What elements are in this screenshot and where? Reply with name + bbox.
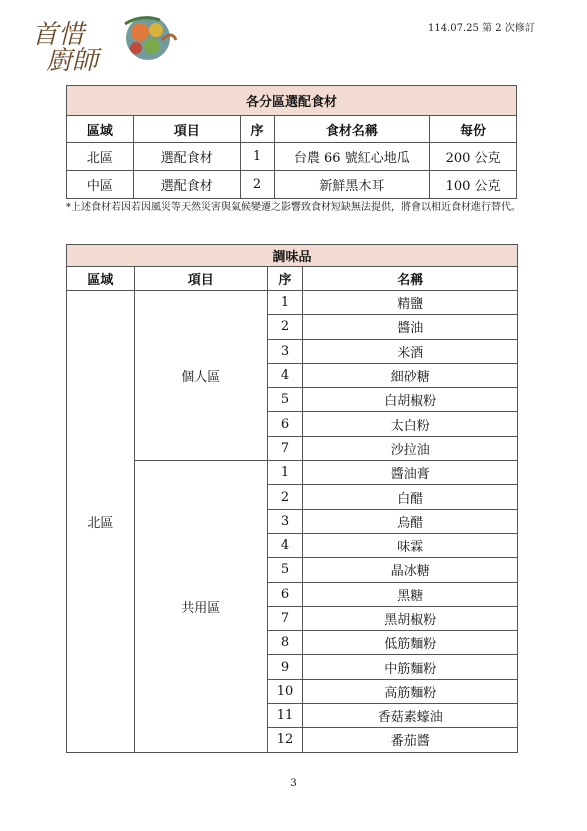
cell-name: 黑胡椒粉 bbox=[303, 606, 518, 630]
cell-seq: 7 bbox=[267, 606, 303, 630]
cell-portion: 200 公克 bbox=[430, 143, 517, 171]
cell-name: 細砂糖 bbox=[303, 363, 518, 387]
cell-group: 個人區 bbox=[134, 291, 267, 461]
cell-name: 精鹽 bbox=[303, 291, 518, 315]
seasoning-table bbox=[66, 244, 518, 753]
cell-seq: 12 bbox=[267, 728, 303, 752]
cell-name: 味霖 bbox=[303, 533, 518, 557]
table-row bbox=[67, 143, 517, 171]
cell-region: 中區 bbox=[67, 171, 134, 199]
cell-portion: 100 公克 bbox=[430, 171, 517, 199]
cell-item: 選配食材 bbox=[133, 171, 240, 199]
cell-name: 白醋 bbox=[303, 485, 518, 509]
header-cell: 項目 bbox=[133, 116, 240, 143]
cell-seq: 6 bbox=[267, 412, 303, 436]
cell-name: 醬油膏 bbox=[303, 461, 518, 485]
cell-seq: 5 bbox=[267, 388, 303, 412]
cell-seq: 3 bbox=[267, 509, 303, 533]
cell-seq: 8 bbox=[267, 631, 303, 655]
header-cell: 名稱 bbox=[303, 267, 518, 291]
cell-name: 低筋麵粉 bbox=[303, 631, 518, 655]
cell-seq: 7 bbox=[267, 436, 303, 460]
cell-seq: 3 bbox=[267, 339, 303, 363]
revision-note: 114.07.25 第 2 次修訂 bbox=[428, 23, 535, 34]
cell-item: 選配食材 bbox=[133, 143, 240, 171]
cell-name: 米酒 bbox=[303, 339, 518, 363]
seasoning-table-title: 調味品 bbox=[67, 245, 518, 267]
optional-ingredients-table bbox=[66, 85, 517, 199]
logo-text-line1: 首惜 bbox=[32, 20, 85, 50]
cell-name: 黑糖 bbox=[303, 582, 518, 606]
header-cell: 區域 bbox=[67, 267, 135, 291]
header-cell: 食材名稱 bbox=[274, 116, 430, 143]
substitution-note: *上述食材若因若因風災等天然災害與氣候變遷之影響致食材短缺無法提供，將會以相近食材進行替代。 bbox=[66, 202, 521, 213]
cell-name: 高筋麵粉 bbox=[303, 679, 518, 703]
header-cell: 序 bbox=[267, 267, 303, 291]
cell-ingredient: 新鮮黑木耳 bbox=[274, 171, 430, 199]
logo-text-line2: 廚師 bbox=[46, 46, 99, 76]
cell-name: 白胡椒粉 bbox=[303, 388, 518, 412]
table-header-row bbox=[67, 116, 517, 143]
header-cell: 區域 bbox=[67, 116, 134, 143]
cell-seq: 4 bbox=[267, 533, 303, 557]
cell-seq: 1 bbox=[267, 291, 303, 315]
table-row bbox=[67, 461, 518, 485]
logo bbox=[30, 10, 180, 76]
cell-seq: 2 bbox=[240, 171, 274, 199]
cell-seq: 6 bbox=[267, 582, 303, 606]
cell-group: 共用區 bbox=[134, 461, 267, 753]
optional-table-title: 各分區選配食材 bbox=[67, 86, 517, 116]
cell-name: 番茄醬 bbox=[303, 728, 518, 752]
header-cell: 序 bbox=[240, 116, 274, 143]
cell-seq: 4 bbox=[267, 363, 303, 387]
cell-name: 醬油 bbox=[303, 315, 518, 339]
cell-seq: 5 bbox=[267, 558, 303, 582]
cell-name: 香菇素蠔油 bbox=[303, 704, 518, 728]
table-row bbox=[67, 291, 518, 315]
cell-seq: 2 bbox=[267, 315, 303, 339]
cell-seq: 2 bbox=[267, 485, 303, 509]
header-cell: 項目 bbox=[134, 267, 267, 291]
page-number: 3 bbox=[290, 778, 297, 789]
cell-region: 北區 bbox=[67, 291, 135, 753]
cell-region: 北區 bbox=[67, 143, 134, 171]
cell-ingredient: 台農 66 號紅心地瓜 bbox=[274, 143, 430, 171]
cell-seq: 11 bbox=[267, 704, 303, 728]
table-header-row bbox=[67, 267, 518, 291]
cell-name: 沙拉油 bbox=[303, 436, 518, 460]
cell-seq: 1 bbox=[240, 143, 274, 171]
cell-name: 烏醋 bbox=[303, 509, 518, 533]
header-cell: 每份 bbox=[430, 116, 517, 143]
cell-name: 晶冰糖 bbox=[303, 558, 518, 582]
cell-name: 中筋麵粉 bbox=[303, 655, 518, 679]
seasoning-table-body bbox=[67, 291, 518, 753]
cell-seq: 9 bbox=[267, 655, 303, 679]
cell-seq: 10 bbox=[267, 679, 303, 703]
cell-name: 太白粉 bbox=[303, 412, 518, 436]
table-row bbox=[67, 171, 517, 199]
cell-seq: 1 bbox=[267, 461, 303, 485]
